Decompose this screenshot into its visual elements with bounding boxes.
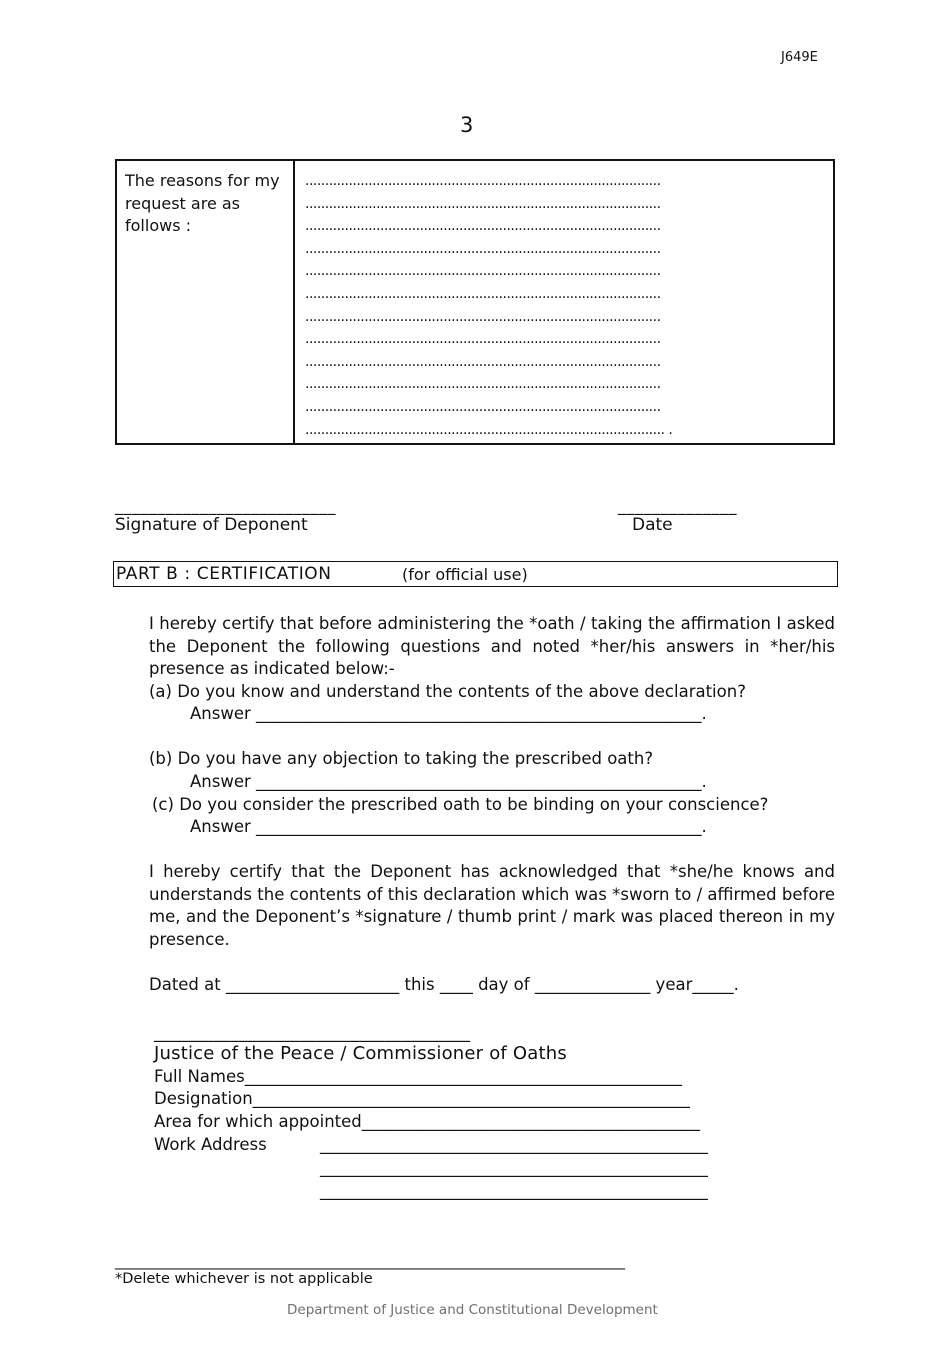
certification-intro: I hereby certify that before administering the *oath / taking the affirmation I asked the Deponent the following questions and noted *her/his answers in *her/his presence as indicated below:- [149,614,835,679]
designation-field[interactable]: Designation_____________________________________________________ [154,1089,690,1108]
question-a: (a) Do you know and understand the contents of the above declaration? [149,682,746,701]
department-footer: Department of Justice and Constitutional Development [287,1302,658,1318]
work-address-line[interactable]: _______________________________________________ [320,1158,708,1177]
commissioner-signature-line[interactable]: _____________________________________ [154,1023,471,1042]
part-b-note: (for official use) [402,565,528,584]
date-line[interactable]: ______________ [618,496,737,515]
reasons-line[interactable]: .......................................................................................... [305,263,661,280]
work-address-line[interactable]: _______________________________________________ [320,1181,708,1200]
reasons-line[interactable]: .......................................................................................... [305,353,661,370]
reasons-line[interactable]: .......................................................................................... [305,285,661,302]
footnote: *Delete whichever is not applicable [115,1271,373,1287]
dated-line[interactable]: Dated at _____________________ this ____ day of ______________ year_____. [149,975,739,994]
reasons-line[interactable]: .......................................................................................... [305,398,661,415]
reasons-line[interactable]: .......................................................................................... [305,195,661,212]
full-names-field[interactable]: Full Names_____________________________________________________ [154,1067,682,1086]
answer-c[interactable]: Answer ______________________________________________________. [190,817,707,836]
reasons-line[interactable]: .......................................................................................... [305,376,661,393]
reasons-line[interactable]: .......................................................................................... [305,331,661,348]
answer-b[interactable]: Answer ______________________________________________________. [190,772,707,791]
work-address-line[interactable]: _______________________________________________ [320,1135,708,1154]
reasons-lines [305,170,825,441]
question-c: (c) Do you consider the prescribed oath to be binding on your conscience? [152,795,769,814]
footer-rule: ____________________________________________________________________ [115,1252,625,1270]
commissioner-title: Justice of the Peace / Commissioner of Oaths [154,1043,567,1064]
reasons-line[interactable]: ........................................................................................... . [305,421,673,438]
reasons-line[interactable]: .......................................................................................... [305,308,661,325]
page-number: 3 [460,113,474,137]
part-b-header [113,561,838,587]
work-address-label: Work Address [154,1135,267,1154]
date-label: Date [632,515,673,535]
certification-statement: I hereby certify that the Deponent has acknowledged that *she/he knows and understands the contents of this declaration which was *sworn to / affirmed before me, and the Deponent’s *signature / thumb print / mark was placed thereon in my presence. [149,862,835,950]
form-code: J649E [781,50,818,65]
area-appointed-field[interactable]: Area for which appointed_________________________________________ [154,1112,700,1131]
signature-line[interactable]: __________________________ [115,496,336,515]
reasons-label: The reasons for my request are as follows : [117,161,295,443]
part-b-title: PART B : CERTIFICATION [116,564,332,584]
signature-label: Signature of Deponent [115,515,308,535]
reasons-line[interactable]: .......................................................................................... [305,240,661,257]
question-b: (b) Do you have any objection to taking the prescribed oath? [149,749,654,768]
reasons-line[interactable]: .......................................................................................... [305,173,661,189]
answer-a[interactable]: Answer ______________________________________________________. [190,704,707,723]
reasons-table [115,159,835,445]
reasons-line[interactable]: .......................................................................................... [305,218,661,235]
